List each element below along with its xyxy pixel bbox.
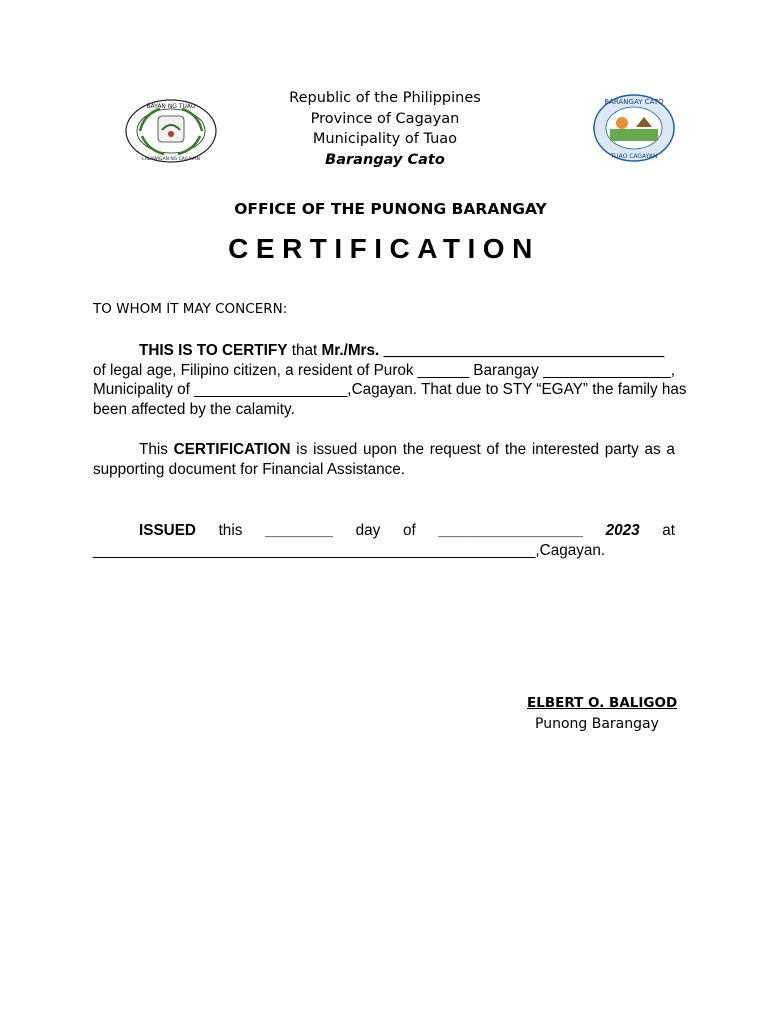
certify-text-4: been affected by the calamity. <box>93 400 295 418</box>
letterhead-barangay: Barangay Cato <box>325 151 445 168</box>
purpose-certification-word: CERTIFICATION <box>173 441 291 458</box>
issued-line-1 <box>93 521 675 541</box>
purok-blank[interactable]: ______ <box>417 361 469 379</box>
place-blank[interactable]: ____________________________________________________ <box>93 541 536 559</box>
svg-text:LALAWIGAN NG CAGAYAN: LALAWIGAN NG CAGAYAN <box>142 157 200 162</box>
name-blank[interactable]: _________________________________ <box>383 342 665 359</box>
issued-day: day <box>355 522 381 539</box>
purpose-word: the <box>504 441 527 458</box>
certify-line-2 <box>93 361 675 381</box>
issued-of: of <box>402 522 416 539</box>
certify-line-4 <box>93 400 675 420</box>
issued-at: at <box>662 522 675 539</box>
certify-line-3 <box>93 380 687 400</box>
purpose-word: the <box>402 441 424 458</box>
office-title: OFFICE OF THE PUNONG BARANGAY <box>234 200 547 218</box>
certify-line-1 <box>93 341 675 361</box>
certify-text-2b: Barangay <box>473 361 539 379</box>
purpose-line-2 <box>93 460 675 480</box>
certify-paragraph <box>93 341 687 419</box>
certify-text-3b: Cagayan. That due to STY “EGAY” the family has <box>351 381 687 398</box>
purpose-word: issued <box>313 441 358 458</box>
certify-text-3a: Municipality of <box>93 381 190 398</box>
purpose-word: of <box>486 441 500 458</box>
signatory-title: Punong Barangay <box>535 716 659 732</box>
municipality-blank[interactable]: __________________, <box>194 381 352 398</box>
purpose-word: This <box>139 441 168 458</box>
letterhead <box>240 88 530 170</box>
purpose-text-2: supporting document for Financial Assistance. <box>93 460 406 478</box>
certify-that: that <box>291 342 318 359</box>
issued-paragraph <box>93 521 675 560</box>
certify-text-2a: of legal age, Filipino citizen, a resident of Purok <box>93 361 414 379</box>
salutation: TO WHOM IT MAY CONCERN: <box>93 301 288 317</box>
certify-lead: THIS IS TO CERTIFY <box>139 342 288 359</box>
purpose-paragraph <box>93 440 675 479</box>
day-blank[interactable]: ________ <box>264 522 334 539</box>
municipal-seal-icon <box>124 98 218 164</box>
purpose-word: upon <box>362 441 398 458</box>
issued-word: ISSUED <box>139 522 196 539</box>
svg-text:BARANGAY CATO: BARANGAY CATO <box>604 98 664 106</box>
purpose-word: request <box>429 441 481 458</box>
letterhead-country: Republic of the Philippines <box>289 90 481 106</box>
purpose-word: interested <box>531 441 600 458</box>
purpose-word: is <box>296 441 308 458</box>
document-title: CERTIFICATION <box>228 233 540 264</box>
signatory-name: ELBERT O. BALIGOD <box>527 695 678 711</box>
letterhead-province: Province of Cagayan <box>310 110 460 127</box>
barangay-blank[interactable]: _______________, <box>543 361 675 379</box>
month-blank[interactable]: _________________ <box>438 522 583 539</box>
svg-text:TUAO CAGAYAN: TUAO CAGAYAN <box>610 153 658 160</box>
letterhead-municipality: Municipality of Tuao <box>312 131 458 147</box>
purpose-word: a <box>666 441 675 458</box>
issued-year: 2023 <box>605 522 640 539</box>
honorific: Mr./Mrs. <box>321 342 380 359</box>
issued-line-2 <box>93 541 675 561</box>
barangay-seal-icon <box>592 93 676 163</box>
issued-this: this <box>218 522 243 539</box>
purpose-word: as <box>644 441 661 458</box>
issued-cagayan: ,Cagayan. <box>535 541 606 559</box>
purpose-line-1 <box>93 440 675 460</box>
purpose-word: party <box>604 441 639 458</box>
svg-text:BAYAN NG TUAO: BAYAN NG TUAO <box>146 103 196 110</box>
